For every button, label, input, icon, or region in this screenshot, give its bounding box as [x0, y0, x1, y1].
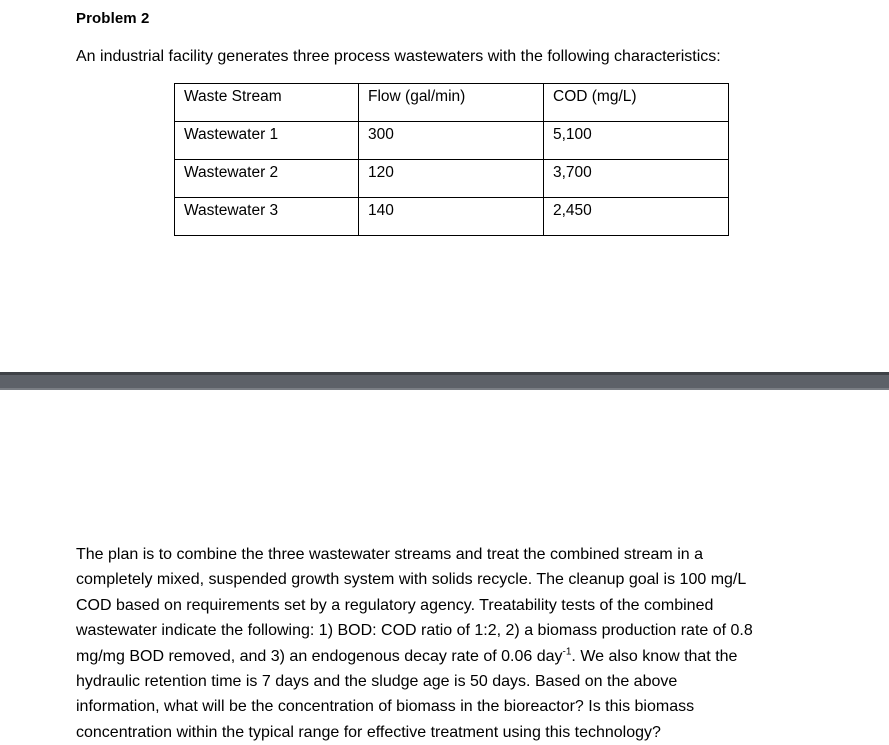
table-header-row — [175, 84, 729, 122]
text-line: concentration within the typical range for effective treatment using this technology? — [76, 723, 661, 741]
text-line: The plan is to combine the three wastewater streams and treat the combined stream in a — [76, 546, 703, 563]
superscript-exponent: -1 — [562, 646, 572, 658]
table-row — [175, 198, 729, 236]
text-line: information, what will be the concentration of biomass in the bioreactor? Is this biomass — [76, 698, 695, 716]
table-row — [175, 122, 729, 160]
problem-intro: An industrial facility generates three process wastewaters with the following characteristics: — [76, 48, 721, 65]
header-waste-stream: Waste Stream — [175, 84, 359, 122]
problem-title: Problem 2 — [76, 10, 150, 27]
text-line: completely mixed, suspended growth system with solids recycle. The cleanup goal is 100 mg/L — [76, 571, 747, 589]
text-line — [76, 644, 866, 669]
cell-flow: 140 — [359, 198, 544, 236]
cell-flow: 300 — [359, 122, 544, 160]
problem-description — [76, 542, 866, 745]
document-page-top — [0, 0, 889, 372]
cell-cod: 2,450 — [544, 198, 729, 236]
text-line-part: mg/mg BOD removed, and 3) an endogenous decay rate of 0.06 day — [76, 647, 563, 665]
cell-cod: 5,100 — [544, 122, 729, 160]
cell-cod: 3,700 — [544, 160, 729, 198]
header-flow: Flow (gal/min) — [359, 84, 544, 122]
header-cod: COD (mg/L) — [544, 84, 729, 122]
text-line: COD based on requirements set by a regulatory agency. Treatability tests of the combined — [76, 596, 714, 614]
cell-stream: Wastewater 3 — [175, 198, 359, 236]
divider-shadow — [0, 372, 889, 375]
table-row — [175, 160, 729, 198]
text-line-part: . We also know that the — [571, 647, 738, 665]
text-line: hydraulic retention time is 7 days and the sludge age is 50 days. Based on the above — [76, 673, 678, 691]
wastewater-table — [174, 83, 729, 236]
cell-flow: 120 — [359, 160, 544, 198]
cell-stream: Wastewater 2 — [175, 160, 359, 198]
cell-stream: Wastewater 1 — [175, 122, 359, 160]
text-line: wastewater indicate the following: 1) BOD: COD ratio of 1:2, 2) a biomass production rate of 0.8 — [76, 622, 753, 640]
